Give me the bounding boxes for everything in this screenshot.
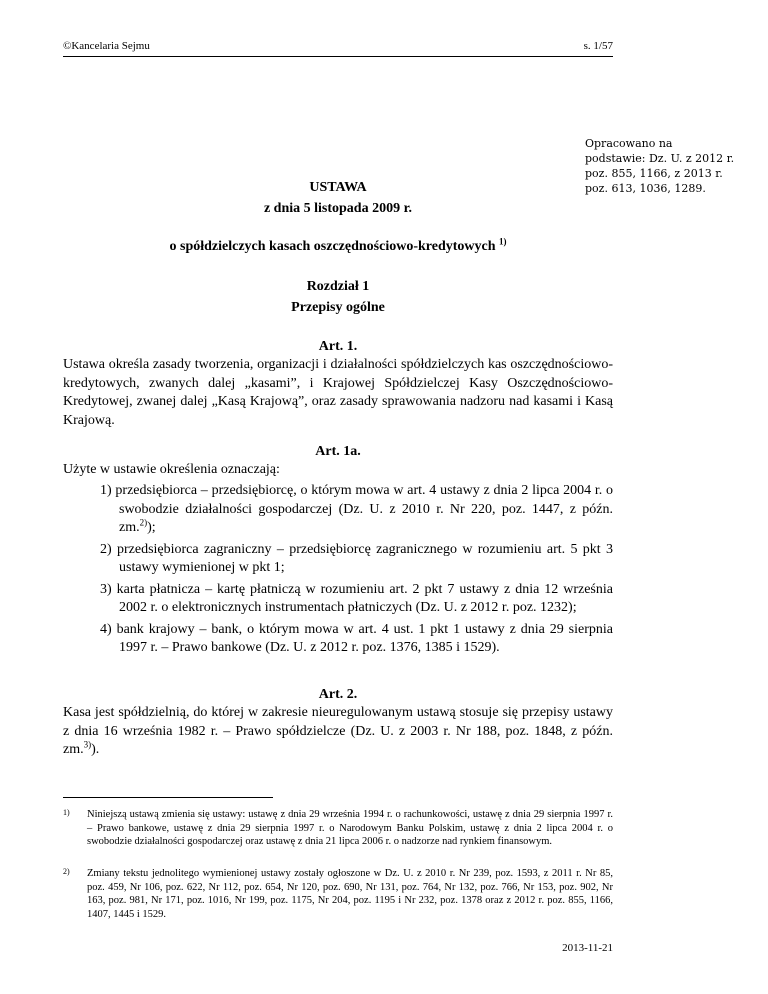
definitions-list — [100, 482, 613, 661]
footnote-1-text: Niniejszą ustawą zmienia się ustawy: ustawę z dnia 29 września 1994 r. o rachunkowości, ustawę z dnia 29 sierpnia 1997 r. – Prawo bankowe, ustawę z dnia 29 sierpnia 1997 r. o Narodowym Banku Polskim, ustawę z dnia 2 lipca 2004 r. o swobodzie działalności gospodarczej oraz ustawę z dnia 21 lipca 2006 r. o nadzorze nad rynkiem finansowym. — [87, 809, 613, 847]
footnote-ref-2[interactable]: 2) — [139, 517, 148, 528]
footnote-divider — [63, 797, 273, 798]
art1a-intro: Użyte w ustawie określenia oznaczają: — [63, 462, 280, 477]
footnote-ref-1[interactable]: 1) — [499, 236, 507, 247]
footnote-2-number: 2) — [63, 867, 70, 876]
chapter-number: Rozdział 1 — [306, 279, 370, 294]
act-date: z dnia 5 listopada 2009 r. — [263, 201, 413, 216]
consolidation-note: Opracowano na podstawie: Dz. U. z 2012 r. poz. 855, 1166, z 2013 r. poz. 613, 1036, 1289. — [585, 137, 735, 195]
definition-item: 3) karta płatnicza – kartę płatniczą w rozumieniu art. 2 pkt 7 ustawy z dnia 12 września 2002 r. o elektronicznych instrumentach płatniczych (Dz. U. z 2012 r. poz. 1232); — [100, 581, 613, 615]
definition-item: 1) przedsiębiorca – przedsiębiorcę, o którym mowa w art. 4 ustawy z dnia 2 lipca 2004 r. o swobodzie działalności gospodarczej (Dz. U. z 2010 r. Nr 220, poz. 1447, z późn. zm.$^{2)}$); — [100, 483, 613, 535]
chapter-name: Przepisy ogólne — [291, 300, 385, 315]
art2-text — [63, 704, 613, 760]
act-type: USTAWA — [309, 180, 367, 195]
footnote-1 — [63, 808, 613, 849]
definition-item: 2) przedsiębiorca zagraniczny – przedsiębiorcę zagranicznego w rozumieniu art. 5 pkt 3 ustawy wymienionej w pkt 1; — [100, 541, 613, 575]
footnote-2-text: Zmiany tekstu jednolitego wymienionej ustawy zostały ogłoszone w Dz. U. z 2010 r. Nr 239, poz. 1593, z 2011 r. Nr 85, poz. 459, Nr 106, poz. 622, Nr 112, poz. 654, Nr 120, poz. 690, Nr 131, poz. 764, Nr 132, poz. 766, Nr 153, poz. 902, Nr 163, poz. 981, Nr 171, poz. 1016, Nr 199, poz. 1175, Nr 204, poz. 1195 i Nr 232, poz. 1378 oraz z 2012 r. poz. 855, 1166, 1407, 1445 i 1529. — [87, 868, 613, 920]
footer-date: 2013-11-21 — [562, 942, 613, 954]
art1-paragraph: Ustawa określa zasady tworzenia, organizacji i działalności spółdzielczych kas oszczędnościowo-kredytowych, zwanych dalej „kasami”, i Krajowej Spółdzielczej Kasy Oszczędnościowo-Kredytowej, zwanej dalej „Kasą Krajową”, oraz zasady sprawowania nadzoru nad kasami i Kasą Krajową. — [63, 357, 613, 428]
definition-item: 4) bank krajowy – bank, o którym mowa w art. 4 ust. 1 pkt 1 ustawy z dnia 29 sierpnia 1997 r. – Prawo bankowe (Dz. U. z 2012 r. poz. 1376, 1385 i 1529). — [100, 621, 613, 655]
art1a-heading: Art. 1a. — [315, 444, 361, 459]
header-divider — [63, 56, 613, 57]
footnote-1-number: 1) — [63, 808, 70, 817]
footnote-ref-3[interactable]: 3) — [83, 739, 92, 750]
header-source: ©Kancelaria Sejmu — [63, 40, 150, 52]
act-subject — [63, 236, 613, 255]
art1-heading: Art. 1. — [318, 339, 358, 354]
art1-text — [63, 356, 613, 430]
art2-paragraph: Kasa jest spółdzielnią, do której w zakresie nieuregulowanym ustawą stosuje się przepisy ustawy z dnia 16 września 1982 r. – Prawo spółdzielcze (Dz. U. z 2003 r. Nr 188, poz. 1848, z późn. zm.$^{3)}$). — [63, 705, 613, 757]
act-subject-text: o spółdzielczych kasach oszczędnościowo-kredytowych — [169, 239, 496, 254]
art2-heading: Art. 2. — [318, 687, 358, 702]
page-number: s. 1/57 — [583, 40, 613, 52]
footnote-2 — [63, 867, 613, 921]
